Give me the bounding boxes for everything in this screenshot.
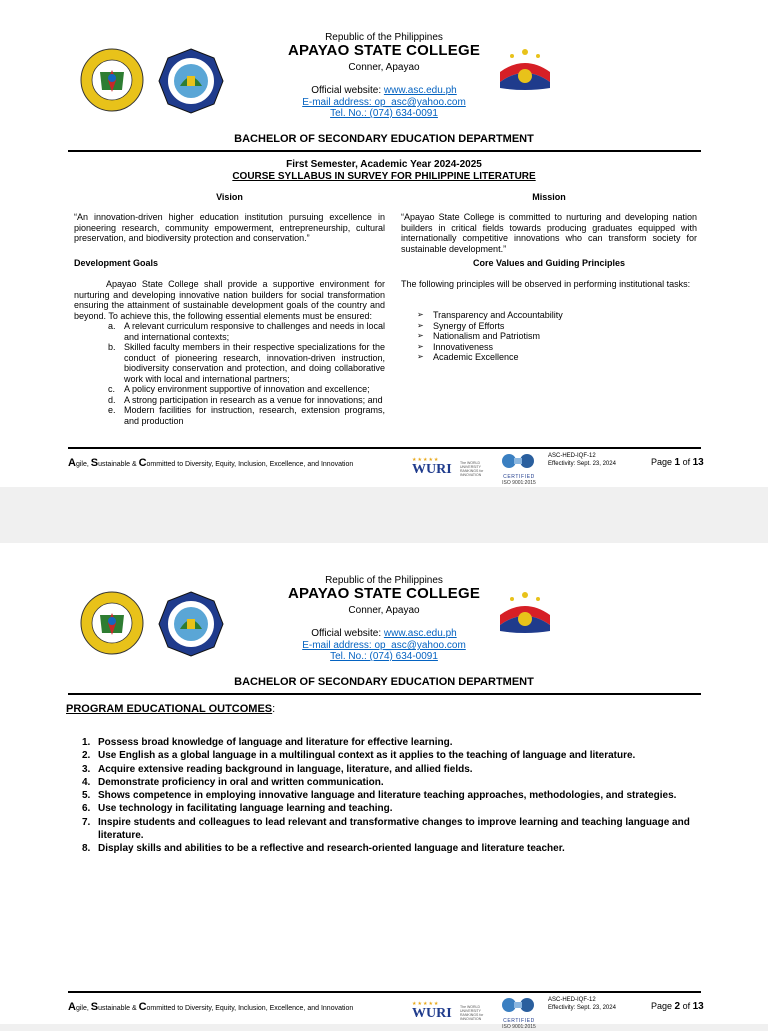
list-item xyxy=(82,816,702,843)
list-marker: d. xyxy=(108,394,116,405)
list-item-text: A strong participation in research as a venue for innovations; and xyxy=(124,394,383,405)
list-item xyxy=(417,342,697,353)
list-marker: ➢ xyxy=(417,310,424,319)
document-code: ASC-HED-IQF-12 Effectivity: Sept. 23, 2024 xyxy=(548,997,616,1011)
list-item xyxy=(417,352,697,363)
header-divider xyxy=(68,693,701,695)
development-goals-intro: Apayao State College shall provide a supportive environment for nurturing and developing innovative nation builders for social transformation ensuring the attainment of sustainable development goals of the country and beyond. To achieve this, the following essential elements must be ensured: xyxy=(74,279,385,321)
department-seal-icon xyxy=(158,591,224,657)
footer-motto: Agile, Sustainable & Committed to Diversity, Equity, Inclusion, Excellence, and Innovation xyxy=(68,457,354,469)
list-item-text: Academic Excellence xyxy=(433,352,519,362)
syllabus-title: COURSE SYLLABUS IN SURVEY FOR PHILIPPINE LITERATURE xyxy=(232,171,536,182)
mission-heading: Mission xyxy=(532,192,566,202)
core-values-intro: The following principles will be observed in performing institutional tasks: xyxy=(401,279,691,289)
college-name: APAYAO STATE COLLEGE xyxy=(287,585,481,602)
list-item-text: Modern facilities for instruction, research, extension programs, and production xyxy=(124,405,385,426)
header-divider xyxy=(68,150,701,152)
list-item-text: Shows competence in employing innovative language and literature teaching approaches, methodologies, and strategies. xyxy=(98,790,677,802)
page-2-footer xyxy=(0,991,768,1031)
list-item xyxy=(417,321,697,332)
republic-line: Republic of the Philippines xyxy=(325,575,443,586)
college-address: Conner, Apayao xyxy=(348,605,420,616)
website-link[interactable]: www.asc.edu.ph xyxy=(383,628,457,639)
list-marker: ➢ xyxy=(417,331,424,340)
letterhead xyxy=(0,0,768,145)
list-item-text: Transparency and Accountability xyxy=(433,310,563,320)
list-item-text: A policy environment supportive of innovation and excellence; xyxy=(124,384,370,394)
list-marker: 8. xyxy=(82,843,91,855)
list-item-text: Use English as a global language in a multilingual context as it applies to the teaching of language and literature. xyxy=(98,750,636,762)
list-marker: b. xyxy=(108,342,116,352)
list-marker: 6. xyxy=(82,803,91,815)
list-item-text: Acquire extensive reading background in language, literature, and allied fields. xyxy=(98,763,473,775)
program-outcomes-list xyxy=(82,736,702,856)
page-1 xyxy=(0,0,768,487)
list-item-text: Nationalism and Patriotism xyxy=(433,331,541,341)
college-address: Conner, Apayao xyxy=(348,62,420,73)
republic-line: Republic of the Philippines xyxy=(325,32,443,43)
list-item-text: Use technology in facilitating language learning and teaching. xyxy=(98,803,393,815)
list-marker: ➢ xyxy=(417,320,424,330)
list-marker: 2. xyxy=(82,750,91,762)
list-item-text: Skilled faculty members in their respective specializations for the conduct of pioneering research, innovation-driven instruction, biodiversity conservation and protection, and doing collaborative work with local and international partners; xyxy=(124,342,385,384)
department-title: BACHELOR OF SECONDARY EDUCATION DEPARTMENT xyxy=(234,133,534,145)
website-label: Official website: xyxy=(311,85,384,96)
list-marker: 7. xyxy=(82,816,91,828)
development-goals-heading: Development Goals xyxy=(74,258,159,268)
development-goals-list xyxy=(108,321,385,426)
list-marker: 1. xyxy=(82,737,91,748)
iso-certified-icon: CERTIFIED ISO 9001:2015 xyxy=(497,453,541,483)
list-item xyxy=(108,321,385,342)
list-marker: e. xyxy=(108,405,116,415)
website-label: Official website: xyxy=(311,628,384,639)
college-seal-icon xyxy=(80,591,144,655)
page-1-footer xyxy=(0,447,768,487)
vision-heading: Vision xyxy=(216,192,243,202)
website-line xyxy=(234,85,534,96)
footer-divider xyxy=(68,447,701,449)
list-item-text: Demonstrate proficiency in oral and written communication. xyxy=(98,776,384,788)
list-item xyxy=(417,310,697,321)
department-title: BACHELOR OF SECONDARY EDUCATION DEPARTMENT xyxy=(234,676,534,688)
page-2 xyxy=(0,543,768,1030)
list-item-text: Display skills and abilities to be a reflective and research-oriented language and literature teacher. xyxy=(98,843,565,855)
list-marker: ➢ xyxy=(417,341,424,351)
list-item-text: Possess broad knowledge of language and literature for effective learning. xyxy=(98,737,453,748)
wuri-logo-icon: ★★★★★ WURI The WORLD UNIVERSITY RANKINGS for INNOVATION xyxy=(412,1001,484,1021)
letterhead xyxy=(0,543,768,688)
list-item xyxy=(108,342,385,384)
list-item xyxy=(82,736,702,749)
list-item-text: Innovativeness xyxy=(433,341,494,352)
email-link[interactable]: E-mail address: op_asc@yahoo.com xyxy=(302,97,466,108)
website-link[interactable]: www.asc.edu.ph xyxy=(383,85,457,96)
telephone-link[interactable]: Tel. No.: (074) 634-0091 xyxy=(330,651,438,662)
list-item xyxy=(82,789,702,802)
college-name: APAYAO STATE COLLEGE xyxy=(287,42,481,59)
website-line xyxy=(234,628,534,639)
college-seal-icon xyxy=(80,48,144,112)
list-marker: 5. xyxy=(82,790,91,802)
wuri-logo-icon: ★★★★★ WURI The WORLD UNIVERSITY RANKINGS for INNOVATION xyxy=(412,457,484,477)
list-item xyxy=(82,842,702,855)
core-values-list xyxy=(417,310,697,363)
list-item xyxy=(82,776,702,789)
list-item xyxy=(417,331,697,342)
list-item xyxy=(108,395,385,406)
list-item xyxy=(82,749,702,762)
list-item xyxy=(108,384,385,395)
footer-motto: Agile, Sustainable & Committed to Diversity, Equity, Inclusion, Excellence, and Innovation xyxy=(68,1001,354,1013)
footer-divider xyxy=(68,991,701,993)
email-link[interactable]: E-mail address: op_asc@yahoo.com xyxy=(302,640,466,651)
page-number: Page 1 of 13 xyxy=(651,457,704,468)
list-item-text: A relevant curriculum responsive to challenges and needs in local and international contexts; xyxy=(124,321,385,342)
list-marker: c. xyxy=(108,384,116,394)
list-marker: 3. xyxy=(82,763,91,775)
list-item-text: Synergy of Efforts xyxy=(433,320,505,331)
list-marker: a. xyxy=(108,321,116,331)
mission-text: “Apayao State College is committed to nurturing and developing nation builders in critical fields towards producing graduates equipped with internationally competitive innovations who can transform society for sustainable development.” xyxy=(401,212,697,254)
semester-line: First Semester, Academic Year 2024-2025 xyxy=(286,159,482,170)
department-seal-icon xyxy=(158,48,224,114)
list-item xyxy=(82,802,702,815)
list-item-text: Inspire students and colleagues to lead relevant and transformative changes to improve learning and teaching language and literature. xyxy=(98,816,690,842)
iso-certified-icon: CERTIFIED ISO 9001:2015 xyxy=(497,997,541,1027)
page-number: Page 2 of 13 xyxy=(651,1001,704,1012)
core-values-heading: Core Values and Guiding Principles xyxy=(472,258,626,268)
document-code: ASC-HED-IQF-12 Effectivity: Sept. 23, 2024 xyxy=(548,453,616,467)
vision-text: “An innovation-driven higher education institution pursuing excellence in pioneering research, community empowerment, entrepreneurship, cultural preservation, and biodiversity protection and conservation.” xyxy=(74,212,385,243)
telephone-link[interactable]: Tel. No.: (074) 634-0091 xyxy=(330,108,438,119)
list-marker: ➢ xyxy=(417,352,424,361)
list-item xyxy=(108,405,385,426)
page-gap xyxy=(0,487,768,543)
list-marker: 4. xyxy=(82,776,91,788)
list-item xyxy=(82,763,702,776)
program-outcomes-heading: PROGRAM EDUCATIONAL OUTCOMES: xyxy=(66,703,276,715)
